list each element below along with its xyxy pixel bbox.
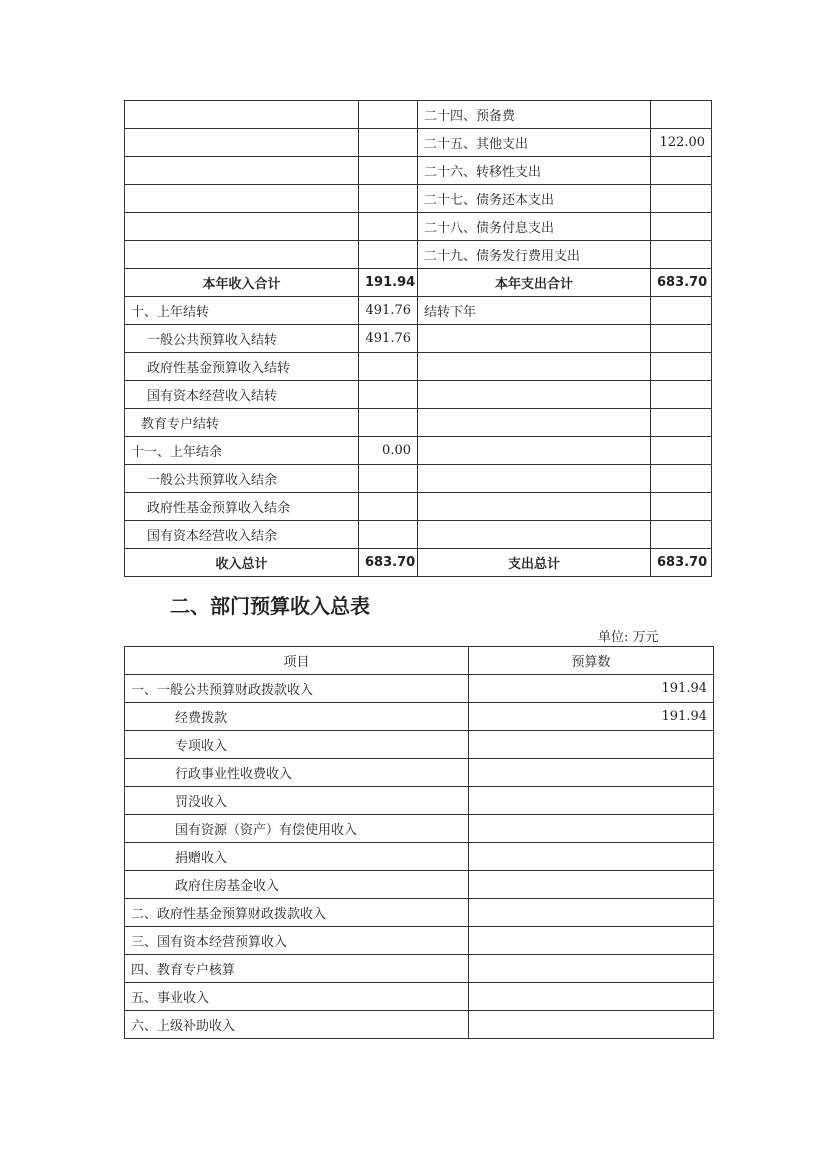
table-row bbox=[125, 129, 712, 157]
expense-amount-cell bbox=[651, 101, 712, 129]
item-cell: 三、国有资本经营预算收入 bbox=[125, 927, 469, 955]
total-row bbox=[125, 549, 712, 577]
column-header-amount: 预算数 bbox=[469, 647, 714, 675]
income-item-cell: 教育专户结转 bbox=[125, 409, 359, 437]
table-row bbox=[125, 101, 712, 129]
amount-cell bbox=[469, 899, 714, 927]
table-row bbox=[125, 185, 712, 213]
expense-subtotal-label: 本年支出合计 bbox=[418, 269, 651, 297]
expense-amount-cell bbox=[651, 241, 712, 269]
expense-amount-cell bbox=[651, 213, 712, 241]
table-row bbox=[125, 983, 714, 1011]
income-amount-cell bbox=[359, 129, 418, 157]
income-item-cell: 十、上年结转 bbox=[125, 297, 359, 325]
expense-item-cell: 二十六、转移性支出 bbox=[418, 157, 651, 185]
expense-subtotal-value: 683.70 bbox=[651, 269, 712, 297]
amount-cell bbox=[469, 731, 714, 759]
income-amount-cell bbox=[359, 101, 418, 129]
expense-item-cell: 二十九、债务发行费用支出 bbox=[418, 241, 651, 269]
expense-item-cell bbox=[418, 409, 651, 437]
income-item-cell: 一般公共预算收入结转 bbox=[125, 325, 359, 353]
income-item-cell bbox=[125, 241, 359, 269]
table-row bbox=[125, 955, 714, 983]
item-cell: 捐赠收入 bbox=[125, 843, 469, 871]
income-amount-cell bbox=[359, 241, 418, 269]
table-row bbox=[125, 871, 714, 899]
section-title: 二、部门预算收入总表 bbox=[170, 594, 370, 618]
table-row bbox=[125, 1011, 714, 1039]
table-row bbox=[125, 703, 714, 731]
income-amount-cell bbox=[359, 381, 418, 409]
table-row bbox=[125, 899, 714, 927]
expense-amount-cell bbox=[651, 353, 712, 381]
table-row bbox=[125, 787, 714, 815]
expense-total-value: 683.70 bbox=[651, 549, 712, 577]
expense-item-cell bbox=[418, 493, 651, 521]
income-item-cell: 政府性基金预算收入结转 bbox=[125, 353, 359, 381]
income-item-cell bbox=[125, 101, 359, 129]
income-item-cell bbox=[125, 157, 359, 185]
table-row bbox=[125, 521, 712, 549]
income-subtotal-value: 191.94 bbox=[359, 269, 418, 297]
table-row bbox=[125, 437, 712, 465]
expense-amount-cell bbox=[651, 325, 712, 353]
unit-label: 单位: 万元 bbox=[598, 630, 659, 645]
income-amount-cell bbox=[359, 185, 418, 213]
table-row bbox=[125, 927, 714, 955]
amount-cell bbox=[469, 1011, 714, 1039]
income-amount-cell bbox=[359, 521, 418, 549]
income-item-cell: 十一、上年结余 bbox=[125, 437, 359, 465]
header-row bbox=[125, 647, 714, 675]
item-cell: 行政事业性收费收入 bbox=[125, 759, 469, 787]
item-cell: 罚没收入 bbox=[125, 787, 469, 815]
item-cell: 政府住房基金收入 bbox=[125, 871, 469, 899]
amount-cell bbox=[469, 759, 714, 787]
expense-item-cell: 二十八、债务付息支出 bbox=[418, 213, 651, 241]
expense-item-cell: 二十四、预备费 bbox=[418, 101, 651, 129]
expense-item-cell: 二十五、其他支出 bbox=[418, 129, 651, 157]
expense-amount-cell bbox=[651, 297, 712, 325]
expense-amount-cell bbox=[651, 157, 712, 185]
item-cell: 一、一般公共预算财政拨款收入 bbox=[125, 675, 469, 703]
income-item-cell: 一般公共预算收入结余 bbox=[125, 465, 359, 493]
expense-item-cell bbox=[418, 437, 651, 465]
amount-cell: 191.94 bbox=[469, 703, 714, 731]
expense-amount-cell bbox=[651, 465, 712, 493]
table-row bbox=[125, 731, 714, 759]
expense-amount-cell bbox=[651, 381, 712, 409]
expense-item-cell bbox=[418, 465, 651, 493]
subtotal-row bbox=[125, 269, 712, 297]
income-amount-cell bbox=[359, 157, 418, 185]
expense-item-cell bbox=[418, 381, 651, 409]
expense-item-cell bbox=[418, 521, 651, 549]
table-row bbox=[125, 675, 714, 703]
item-cell: 经费拨款 bbox=[125, 703, 469, 731]
expense-amount-cell: 122.00 bbox=[651, 129, 712, 157]
table-row bbox=[125, 465, 712, 493]
table-row bbox=[125, 815, 714, 843]
item-cell: 专项收入 bbox=[125, 731, 469, 759]
item-cell: 二、政府性基金预算财政拨款收入 bbox=[125, 899, 469, 927]
item-cell: 四、教育专户核算 bbox=[125, 955, 469, 983]
income-amount-cell bbox=[359, 213, 418, 241]
expense-total-label: 支出总计 bbox=[418, 549, 651, 577]
income-amount-cell: 491.76 bbox=[359, 297, 418, 325]
amount-cell: 191.94 bbox=[469, 675, 714, 703]
amount-cell bbox=[469, 927, 714, 955]
amount-cell bbox=[469, 843, 714, 871]
income-item-cell bbox=[125, 213, 359, 241]
expense-amount-cell bbox=[651, 521, 712, 549]
amount-cell bbox=[469, 787, 714, 815]
income-item-cell bbox=[125, 129, 359, 157]
table-row bbox=[125, 409, 712, 437]
amount-cell bbox=[469, 983, 714, 1011]
item-cell: 六、上级补助收入 bbox=[125, 1011, 469, 1039]
income-item-cell bbox=[125, 185, 359, 213]
item-cell: 五、事业收入 bbox=[125, 983, 469, 1011]
amount-cell bbox=[469, 955, 714, 983]
expense-amount-cell bbox=[651, 437, 712, 465]
budget-income-table bbox=[124, 646, 714, 1039]
income-amount-cell bbox=[359, 409, 418, 437]
amount-cell bbox=[469, 871, 714, 899]
income-item-cell: 国有资本经营收入结余 bbox=[125, 521, 359, 549]
expense-item-cell: 二十七、债务还本支出 bbox=[418, 185, 651, 213]
income-expense-summary-table bbox=[124, 100, 712, 577]
table-row bbox=[125, 353, 712, 381]
table-row bbox=[125, 325, 712, 353]
income-amount-cell bbox=[359, 465, 418, 493]
income-item-cell: 政府性基金预算收入结余 bbox=[125, 493, 359, 521]
income-total-value: 683.70 bbox=[359, 549, 418, 577]
table-row bbox=[125, 297, 712, 325]
table-row bbox=[125, 213, 712, 241]
income-amount-cell bbox=[359, 493, 418, 521]
expense-item-cell bbox=[418, 353, 651, 381]
income-amount-cell bbox=[359, 353, 418, 381]
table-row bbox=[125, 157, 712, 185]
income-subtotal-label: 本年收入合计 bbox=[125, 269, 359, 297]
table-row bbox=[125, 381, 712, 409]
expense-amount-cell bbox=[651, 493, 712, 521]
item-cell: 国有资源（资产）有偿使用收入 bbox=[125, 815, 469, 843]
amount-cell bbox=[469, 815, 714, 843]
table-row bbox=[125, 241, 712, 269]
income-total-label: 收入总计 bbox=[125, 549, 359, 577]
column-header-item: 项目 bbox=[125, 647, 469, 675]
expense-amount-cell bbox=[651, 185, 712, 213]
table-row bbox=[125, 759, 714, 787]
table-row bbox=[125, 843, 714, 871]
table-row bbox=[125, 493, 712, 521]
income-amount-cell: 0.00 bbox=[359, 437, 418, 465]
income-amount-cell: 491.76 bbox=[359, 325, 418, 353]
expense-item-cell bbox=[418, 325, 651, 353]
income-item-cell: 国有资本经营收入结转 bbox=[125, 381, 359, 409]
expense-amount-cell bbox=[651, 409, 712, 437]
expense-item-cell: 结转下年 bbox=[418, 297, 651, 325]
